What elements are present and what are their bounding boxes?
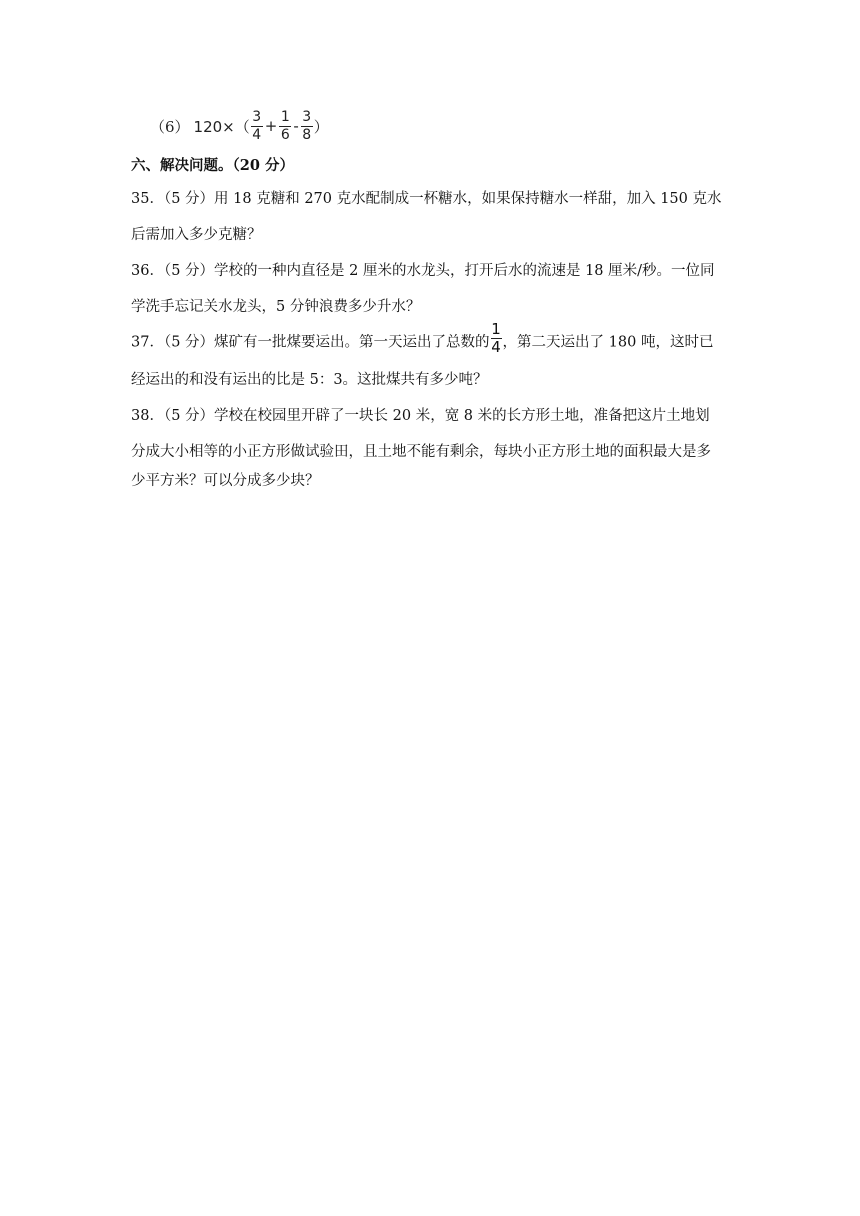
question-36-line-1: 36．（5 分）学校的一种内直径是 2 厘米的水龙头，打开后水的流速是 18 厘米/秒。一位同 <box>131 263 715 279</box>
question-36-line-2: 学洗手忘记关水龙头，5 分钟浪费多少升水？ <box>131 299 421 315</box>
fraction-3-4: $\frac{3}{4}$ <box>252 108 262 143</box>
minus-operator: - <box>293 117 299 135</box>
fraction-3-8: $\frac{3}{8}$ <box>302 108 312 143</box>
question-37-text-b: ，第二天运出了 180 吨，这时已 <box>502 334 714 351</box>
question-38-line-3: 少平方米？可以分成多少块？ <box>131 473 320 489</box>
section-heading: 六、解决问题。（20 分） <box>131 157 294 174</box>
question-35-line-2: 后需加入多少克糖？ <box>131 227 262 243</box>
expression-lead: 120×（ <box>193 117 250 136</box>
expression-close: ） <box>313 117 329 136</box>
question-37-line-2: 经运出的和没有运出的比是 5：3。这批煤共有多少吨？ <box>131 372 488 388</box>
plus-operator: + <box>264 117 278 135</box>
question-35-line-1: 35．（5 分）用 18 克糖和 270 克水配制成一杯糖水，如果保持糖水一样甜，加入 150 克水 <box>131 191 722 207</box>
question-37-text-a: 37．（5 分）煤矿有一批煤要运出。第一天运出了总数的 <box>131 334 490 351</box>
item-label: （6） <box>150 117 190 136</box>
fraction-1-6: $\frac{1}{6}$ <box>280 108 290 143</box>
question-38-line-2: 分成大小相等的小正方形做试验田，且土地不能有剩余，每块小正方形土地的面积最大是多 <box>131 444 711 460</box>
expression-6 <box>150 104 329 148</box>
fraction-1-4: $\frac{1}{4}$ <box>491 320 501 356</box>
question-37-line-1 <box>131 320 714 356</box>
question-38-line-1: 38．（5 分）学校在校园里开辟了一块长 20 米，宽 8 米的长方形土地，准备把这片土地划 <box>131 408 710 424</box>
